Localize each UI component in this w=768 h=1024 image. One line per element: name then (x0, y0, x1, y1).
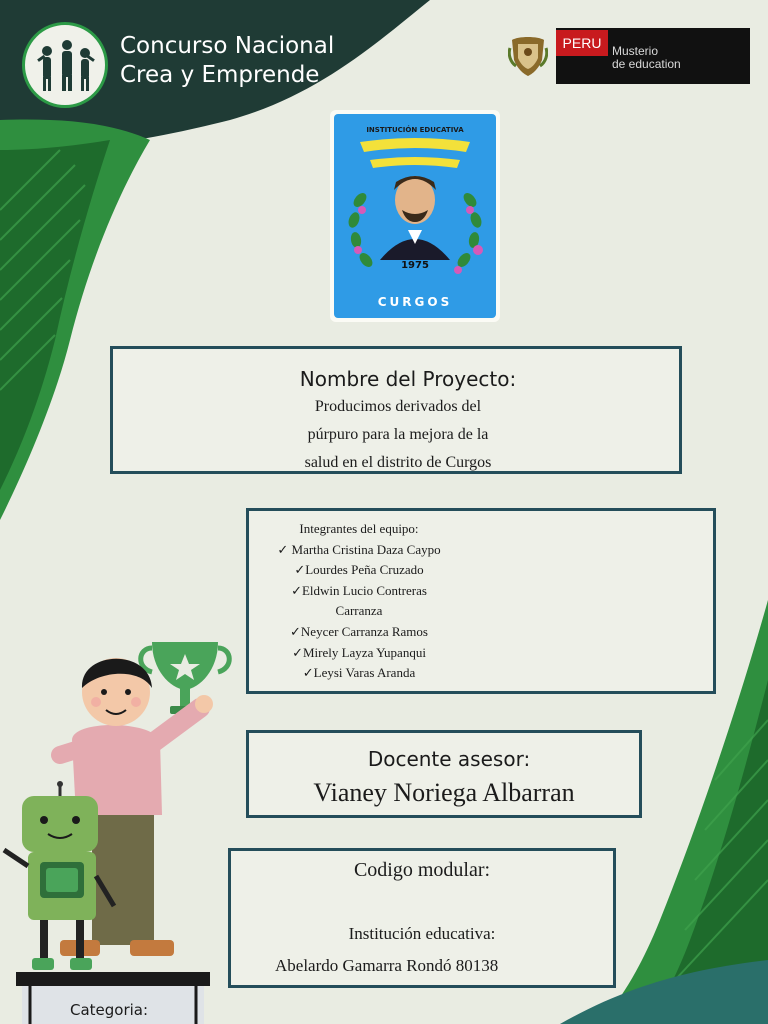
project-name-label: Nombre del Proyecto: (299, 367, 517, 391)
team-list (249, 519, 469, 684)
school-emblem (330, 110, 500, 322)
code-box (228, 848, 616, 988)
team-member: Carranza (335, 603, 383, 619)
advisor-name: Vianey Noriega Albarran (313, 778, 575, 807)
code-label: Codigo modular: (353, 859, 491, 881)
project-name-line: púrpuro para la mejora de la (307, 426, 489, 443)
category-label: Categoria: (70, 1001, 149, 1019)
contest-title (120, 32, 334, 90)
kid-robot-illustration (0, 630, 240, 1024)
advisor-label: Docente asesor: (367, 747, 531, 771)
school-emblem-year: 1975 (401, 260, 429, 271)
project-name-line: salud en el distrito de Curgos (304, 454, 492, 471)
school-emblem-title: INSTITUCIÓN EDUCATIVA (366, 126, 464, 134)
ministry-name-line1: Musterio (612, 44, 659, 58)
ministry-logo (508, 28, 750, 84)
peru-label: PERU (556, 30, 608, 56)
ministry-name (612, 45, 681, 71)
brand-logo (22, 22, 108, 108)
team-member: ✓ Martha Cristina Daza Caypo (277, 541, 441, 557)
team-member: ✓Mirely Layza Yupanqui (292, 644, 426, 660)
project-name-text (113, 393, 679, 477)
ministry-name-line2: de education (612, 57, 681, 71)
contest-title-line1: Concurso Nacional (120, 33, 335, 59)
team-member: ✓Leysi Varas Aranda (302, 665, 416, 681)
ministry-banner (556, 28, 750, 84)
team-member: ✓Neycer Carranza Ramos (290, 623, 428, 639)
team-member: ✓Eldwin Lucio Contreras (291, 582, 427, 598)
advisor-box (246, 730, 642, 818)
contest-title-line2: Crea y Emprende (120, 62, 320, 88)
project-name-line: Producimos derivados del (314, 398, 482, 415)
team-title: Integrantes del equipo: (299, 521, 419, 536)
trophy-icon (141, 642, 230, 714)
institution-label: Institución educativa: (348, 924, 496, 943)
team-box (246, 508, 716, 694)
school-emblem-place: CURGOS (377, 295, 453, 309)
people-icon (35, 37, 97, 97)
team-member: ✓Lourdes Peña Cruzado (294, 562, 424, 578)
institution-name: Abelardo Gamarra Rondó 80138 (275, 956, 499, 975)
project-name-box (110, 346, 682, 474)
coat-of-arms-icon (508, 34, 548, 78)
